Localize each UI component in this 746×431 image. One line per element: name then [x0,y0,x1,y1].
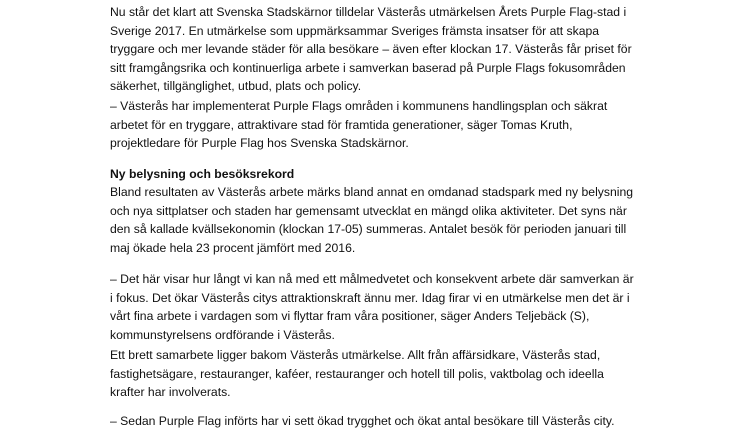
results-paragraph: Bland resultaten av Västerås arbete märks bland annat en omdanad stadspark med ny belysning och nya sittplatser och staden har gemensamt utvecklat en mängd olika aktiviteter. Det syns när den så kallade kvällsekonomin (klockan 17-05) summeras. Antalet besök för perioden januari till maj ökade hela 23 procent jämfört med 2016. [110,185,634,255]
quote-paragraph-kruth: – Västerås har implementerat Purple Flags områden i kommunens handlingsplan och säkrat arbetet för en tryggare, attraktivare stad för framtida generationer, säger Tomas Kruth, projektledare för Purple Flag hos Svenska Stadskärnor. [110,99,608,151]
collaboration-paragraph: Ett brett samarbete ligger bakom Västerås utmärkelse. Allt från affärsidkare, Västerås stad, fastighetsägare, restauranger, kaféer, restauranger och hotell till polis, vaktbolag och ideella krafter har involverats. [110,348,604,400]
cutoff-paragraph: – Sedan Purple Flag införts har vi sett ökad trygghet och ökat antal besökare till Västerås city. [110,414,615,428]
quote-paragraph-teljeback: – Det här visar hur långt vi kan nå med ett målmedvetet och konsekvent arbete där samverkan är i fokus. Det ökar Västerås citys attraktionskraft ännu mer. Idag firar vi en utmärkelse men det är i vårt fina arbete i vardagen som vi flyttar fram våra positioner, säger Anders Teljebäck (S), kommunstyrelsens ordförande i Västerås. [110,272,634,342]
section-heading: Ny belysning och besöksrekord [110,167,295,181]
intro-paragraph: Nu står det klart att Svenska Stadskärnor tilldelar Västerås utmärkelsen Årets Purple Flag-stad i Sverige 2017. En utmärkelse som uppmärksammar Sveriges främsta insatser för att skapa tryggare och mer levande städer för alla besökare – även efter klockan 17. Västerås får priset för sitt framgångsrika och kontinuerliga arbete i samverkan baserad på Purple Flags fokusområden säkerhet, tillgänglighet, utbud, plats och policy. [110,5,632,94]
